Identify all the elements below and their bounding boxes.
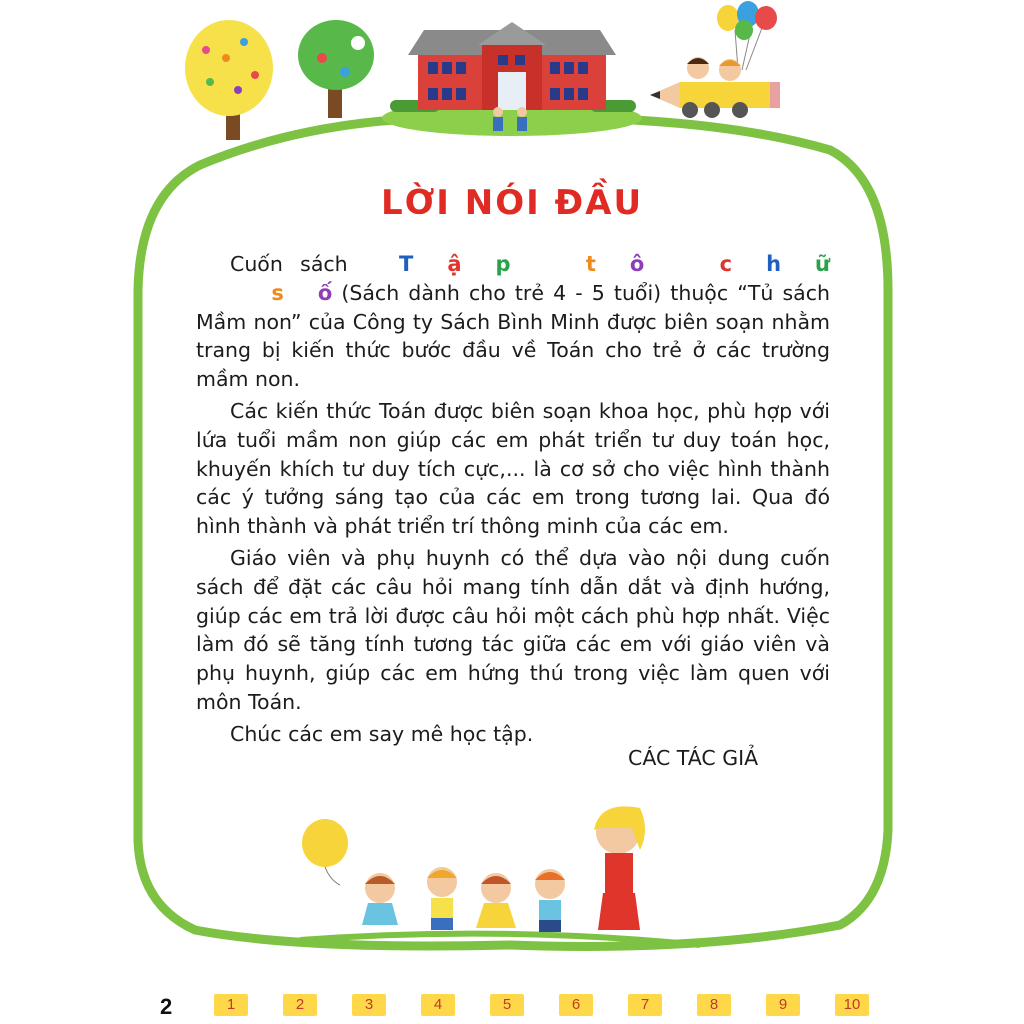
pencil-car-icon	[650, 1, 780, 118]
book-title-letter	[196, 279, 237, 308]
paragraph-1	[196, 250, 830, 394]
page-tab[interactable]: 1	[214, 994, 248, 1016]
green-tree-icon	[298, 20, 374, 118]
page-tab[interactable]: 10	[835, 994, 869, 1016]
book-title-letter: ố	[317, 280, 333, 305]
page-title: LỜI NÓI ĐẦU	[380, 183, 644, 223]
book-title-letter: T	[398, 252, 414, 276]
page-number: 2	[160, 994, 173, 1019]
page-tab[interactable]: 8	[697, 994, 731, 1016]
book-title-letter: ữ	[815, 252, 830, 276]
book-title-letter: h	[766, 252, 782, 276]
book-title-letter	[511, 250, 552, 279]
book-title-letter: ậ	[447, 252, 462, 276]
page-tab[interactable]: 7	[628, 994, 662, 1016]
paragraph-3: Giáo viên và phụ huynh có thể dựa vào nội dung cuốn sách để đặt các câu hỏi mang tính dẫn dắt và định hướng, giúp các em trả lời được câu hỏi một cách phù hợp nhất. Việc làm đó sẽ tăng tính tương tác giữa các em với giáo viên và phụ huynh, giúp các em hứng thú trong việc làm quen với môn Toán.	[196, 545, 830, 714]
paragraph-1-intro: Cuốn sách	[230, 252, 365, 276]
page-tab[interactable]: 3	[352, 994, 386, 1016]
book-title-letter: t	[585, 252, 596, 276]
book-title-letter: ô	[629, 252, 645, 276]
authors-signature: CÁC TÁC GIẢ	[628, 746, 759, 770]
book-title-letter	[644, 250, 685, 279]
page-tab[interactable]: 9	[766, 994, 800, 1016]
page-tab[interactable]: 4	[421, 994, 455, 1016]
paragraph-2: Các kiến thức Toán được biên soạn khoa học, phù hợp với lứa tuổi mầm non giúp các em phát triển tư duy toán học, khuyến khích tư duy tích cực,... là cơ sở cho việc hình thành các ý tưởng sáng tạo của các em trong tương lai. Qua đó hình thành và phát triển trí thông minh của các em.	[196, 398, 830, 539]
page-tab[interactable]: 2	[283, 994, 317, 1016]
book-title-letter: s	[271, 280, 284, 305]
page-tab[interactable]: 6	[559, 994, 593, 1016]
yellow-tree-icon	[185, 20, 273, 140]
school-building-icon	[382, 22, 642, 136]
page-tab[interactable]: 5	[490, 994, 524, 1016]
paragraph-4: Chúc các em say mê học tập.	[230, 721, 534, 746]
paragraph-1-rest: (Sách dành cho trẻ 4 - 5 tuổi) thuộc “Tủ sách Mầm non” của Công ty Sách Bình Minh được biên soạn nhằm trang bị kiến thức bước đầu về Toán cho trẻ ở các trường mầm non.	[196, 280, 830, 392]
book-title-letter: p	[495, 252, 511, 276]
page-tabs	[214, 994, 864, 1018]
book-title-letter: c	[719, 252, 733, 276]
preface-body	[196, 250, 830, 752]
